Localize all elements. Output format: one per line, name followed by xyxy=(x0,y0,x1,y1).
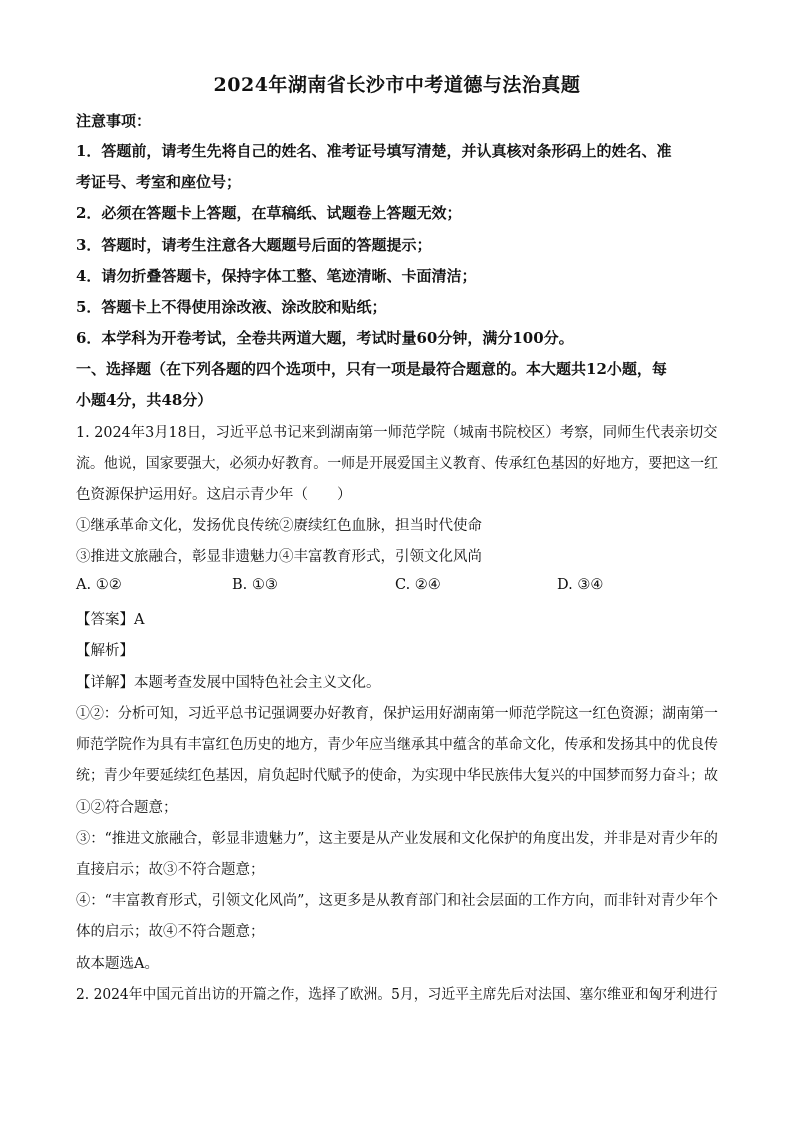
option-a: A. ①② xyxy=(76,577,122,593)
page-title: 2024年湖南省长沙市中考道德与法治真题 xyxy=(213,74,581,96)
question-1-stem-line-3: 色资源保护运用好。这启示青少年（ ） xyxy=(76,487,352,503)
option-b: B. ①③ xyxy=(232,577,278,593)
option-c: C. ②④ xyxy=(395,577,441,593)
notice-item-1: 1．答题前，请考生先将自己的姓名、准考证号填写清楚，并认真核对条形码上的姓名、准 xyxy=(76,142,672,160)
detail-conclusion: 故本题选A。 xyxy=(76,956,159,972)
detail-intro: 【详解】本题考查发展中国特色社会主义文化。 xyxy=(76,675,381,691)
section-heading: 一、选择题（在下列各题的四个选项中，只有一项是最符合题意的。本大题共12小题，每 xyxy=(76,360,667,378)
notice-item-6: 6．本学科为开卷考试，全卷共两道大题，考试时量60分钟，满分100分。 xyxy=(76,329,574,347)
notice-item-5: 5．答题卡上不得使用涂改液、涂改胶和贴纸； xyxy=(76,298,387,316)
detail-line: ①②符合题意； xyxy=(76,800,178,816)
detail-line: 师范学院作为具有丰富红色历史的地方，青少年应当继承其中蕴含的革命文化，传承和发扬其中的优良传 xyxy=(76,737,718,753)
question-2-stem: 2. 2024年中国元首出访的开篇之作，选择了欧洲。5月，习近平主席先后对法国、塞尔维亚和匈牙利进行 xyxy=(76,987,718,1003)
detail-line: ④：“丰富教育形式，引领文化风尚”，这更多是从教育部门和社会层面的工作方向，而非针对青少年个 xyxy=(76,893,718,909)
detail-line: 直接启示；故③不符合题意； xyxy=(76,862,265,878)
notice-item-1-cont: 考证号、考室和座位号； xyxy=(76,173,242,191)
question-1-stem-line-1: 1. 2024年3月18日，习近平总书记来到湖南第一师范学院（城南书院校区）考察，同师生代表亲切交 xyxy=(76,425,718,441)
notice-item-2: 2．必须在答题卡上答题，在草稿纸、试题卷上答题无效； xyxy=(76,204,462,222)
detail-line: 统；青少年要延续红色基因，肩负起时代赋予的使命，为实现中华民族伟大复兴的中国梦而努力奋斗；故 xyxy=(76,768,718,784)
notice-heading: 注意事项： xyxy=(76,112,152,130)
detail-line: 体的启示；故④不符合题意； xyxy=(76,924,265,940)
question-1-statements-1: ①继承革命文化，发扬优良传统②赓续红色血脉，担当时代使命 xyxy=(76,518,482,534)
question-1-statements-2: ③推进文旅融合，彰显非遗魅力④丰富教育形式，引领文化风尚 xyxy=(76,549,482,565)
detail-line: ①②：分析可知，习近平总书记强调要办好教育，保护运用好湖南第一师范学院这一红色资源；湖南第一 xyxy=(76,706,718,722)
section-heading-cont: 小题4分，共48分） xyxy=(76,391,213,409)
option-d: D. ③④ xyxy=(557,577,604,593)
notice-item-3: 3．答题时，请考生注意各大题题号后面的答题提示； xyxy=(76,236,432,254)
question-1-stem-line-2: 流。他说，国家要强大，必须办好教育。一师是开展爱国主义教育、传承红色基因的好地方，要把这一红 xyxy=(76,456,718,472)
answer-label: 【答案】A xyxy=(76,612,145,628)
detail-line: ③：“推进文旅融合，彰显非遗魅力”，这主要是从产业发展和文化保护的角度出发，并非是对青少年的 xyxy=(76,831,718,847)
analysis-label: 【解析】 xyxy=(76,643,134,659)
notice-item-4: 4．请勿折叠答题卡，保持字体工整、笔迹清晰、卡面清洁； xyxy=(76,267,477,285)
